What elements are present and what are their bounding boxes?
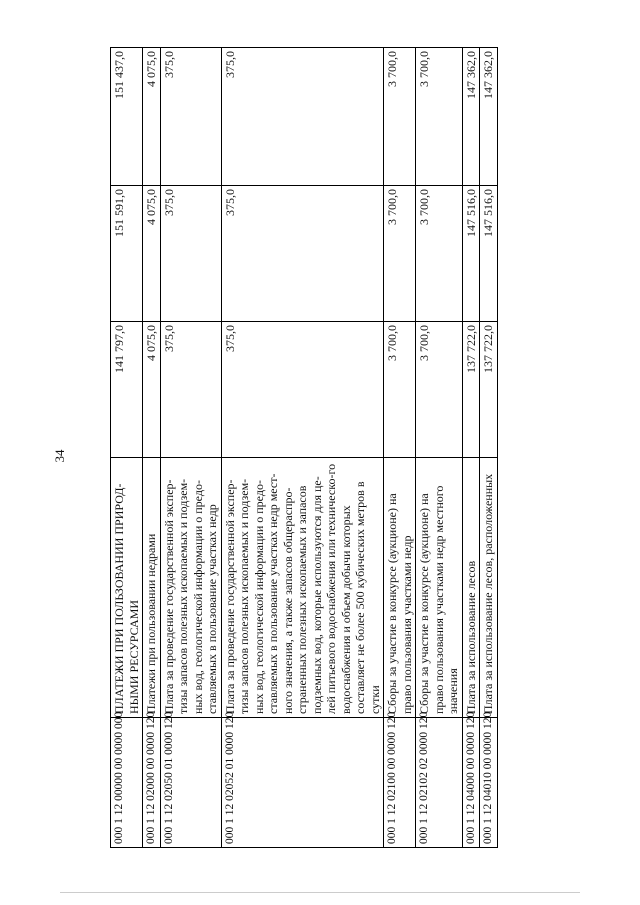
value-3: 151 437,0 — [111, 48, 143, 186]
value-1: 375,0 — [160, 322, 221, 458]
page-bottom-rule — [60, 892, 580, 893]
value-1: 3 700,0 — [384, 322, 416, 458]
value-3: 375,0 — [160, 48, 221, 186]
value-3: 147 362,0 — [462, 48, 480, 186]
row-name: Платежи при пользовании недрами — [143, 458, 161, 718]
value-1: 137 722,0 — [480, 322, 498, 458]
value-2: 375,0 — [221, 186, 384, 322]
budget-code: 000 1 12 04010 00 0000 120 — [480, 718, 498, 848]
value-1: 137 722,0 — [462, 322, 480, 458]
budget-table — [110, 47, 498, 848]
budget-code: 000 1 12 04000 00 0000 120 — [462, 718, 480, 848]
row-name: Плата за использование лесов, расположенных — [480, 458, 498, 718]
budget-code: 000 1 12 02052 01 0000 120 — [221, 718, 384, 848]
table-row — [462, 48, 480, 848]
value-1: 375,0 — [221, 322, 384, 458]
value-3: 375,0 — [221, 48, 384, 186]
value-2: 3 700,0 — [416, 186, 463, 322]
budget-code: 000 1 12 02102 02 0000 120 — [416, 718, 463, 848]
value-3: 3 700,0 — [384, 48, 416, 186]
table-row — [221, 48, 384, 848]
value-1: 3 700,0 — [416, 322, 463, 458]
budget-code: 000 1 12 02050 01 0000 120 — [160, 718, 221, 848]
value-2: 151 591,0 — [111, 186, 143, 322]
value-2: 147 516,0 — [480, 186, 498, 322]
row-name: Плата за проведение государственной экспер-тизы запасов полезных ископаемых и подзем-ных вод, геологической информации о предо-ставляемых в пользование участках недр мест-ного значения, а также запасов общераспро-страненных полезных ископаемых и запасов подземных вод, которые используются для це-лей питьевого водоснабжения или техническо-го водоснабжения и объем добычи которых составляет не более 500 кубических метров в сутки — [221, 458, 384, 718]
value-2: 4 075,0 — [143, 186, 161, 322]
row-name: Сборы за участие в конкурсе (аукционе) на право пользования участками недр — [384, 458, 416, 718]
row-name: Сборы за участие в конкурсе (аукционе) на право пользования участками недр местного значения — [416, 458, 463, 718]
value-2: 147 516,0 — [462, 186, 480, 322]
page-number: 34 — [52, 449, 67, 463]
table-row — [160, 48, 221, 848]
value-3: 3 700,0 — [416, 48, 463, 186]
table-row — [480, 48, 498, 848]
value-3: 147 362,0 — [480, 48, 498, 186]
row-name: ПЛАТЕЖИ ПРИ ПОЛЬЗОВАНИИ ПРИРОД-НЫМИ РЕСУРСАМИ — [111, 458, 143, 718]
value-1: 4 075,0 — [143, 322, 161, 458]
row-name: Плата за проведение государственной экспер-тизы запасов полезных ископаемых и подзем-ных вод, геологической информации о предо-ставляемых в пользование участках недр — [160, 458, 221, 718]
table-row — [111, 48, 143, 848]
value-1: 141 797,0 — [111, 322, 143, 458]
table-row — [416, 48, 463, 848]
table-row — [384, 48, 416, 848]
budget-code: 000 1 12 00000 00 0000 000 — [111, 718, 143, 848]
value-2: 3 700,0 — [384, 186, 416, 322]
budget-code: 000 1 12 02000 00 0000 120 — [143, 718, 161, 848]
value-2: 375,0 — [160, 186, 221, 322]
rotated-table-container — [110, 48, 584, 848]
value-3: 4 075,0 — [143, 48, 161, 186]
budget-code: 000 1 12 02100 00 0000 120 — [384, 718, 416, 848]
table-row — [143, 48, 161, 848]
row-name: Плата за использование лесов — [462, 458, 480, 718]
